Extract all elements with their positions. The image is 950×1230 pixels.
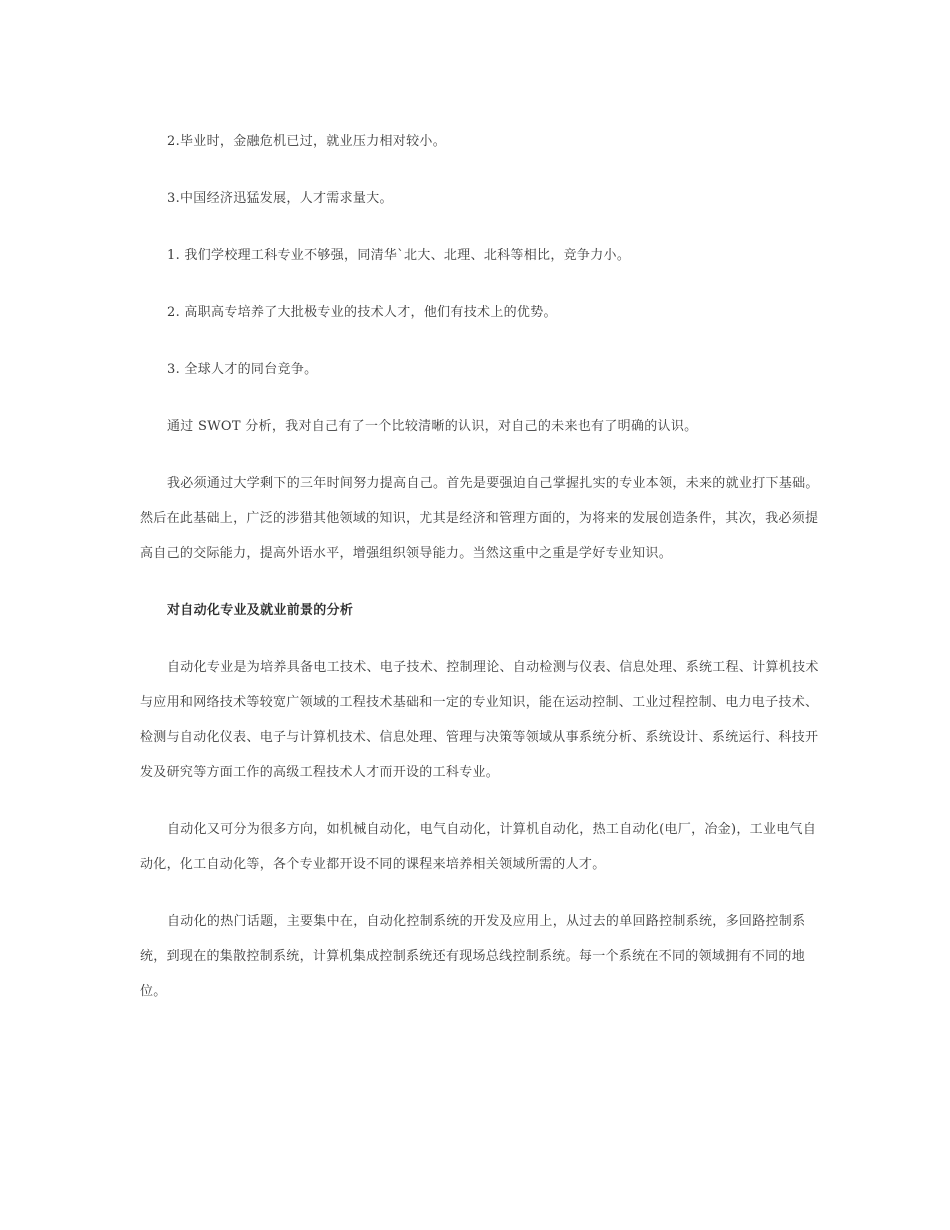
paragraph: 1. 我们学校理工科专业不够强，同清华`北大、北理、北科等相比，竞争力小。 [167, 248, 631, 263]
paragraph: 通过 SWOT 分析，我对自己有了一个比较清晰的认识，对自己的未来也有了明确的认识。 [167, 419, 698, 434]
paragraph: 2.毕业时，金融危机已过，就业压力相对较小。 [167, 134, 447, 149]
section-heading: 对自动化专业及就业前景的分析 [167, 603, 354, 618]
paragraph: 我必须通过大学剩下的三年时间努力提高自己。首先是要强迫自己掌握扎实的专业本领，未来的就业打下基础。然后在此基础上，广泛的涉猎其他领域的知识，尤其是经济和管理方面的，为将来的发展创造条件，其次，我必须提高自己的交际能力，提高外语水平，增强组织领导能力。当然这重中之重是学好专业知识。 [140, 476, 819, 561]
paragraph: 自动化又可分为很多方向，如机械自动化，电气自动化，计算机自动化，热工自动化(电厂，冶金)，工业电气自动化，化工自动化等，各个专业都开设不同的课程来培养相关领域所需的人才。 [140, 822, 817, 872]
paragraph: 自动化的热门话题，主要集中在，自动化控制系统的开发及应用上，从过去的单回路控制系统，多回路控制系统，到现在的集散控制系统，计算机集成控制系统还有现场总线控制系统。每一个系统在不同的领域拥有不同的地位。 [140, 914, 806, 999]
paragraph: 2. 高职高专培养了大批极专业的技术人才，他们有技术上的优势。 [167, 305, 557, 320]
document-body [140, 124, 825, 1031]
paragraph: 3. 全球人才的同台竞争。 [167, 362, 318, 377]
paragraph: 3.中国经济迅猛发展，人才需求量大。 [167, 191, 393, 206]
paragraph: 自动化专业是为培养具备电工技术、电子技术、控制理论、自动检测与仪表、信息处理、系统工程、计算机技术与应用和网络技术等较宽广领域的工程技术基础和一定的专业知识，能在运动控制、工业过程控制、电力电子技术、检测与自动化仪表、电子与计算机技术、信息处理、管理与决策等领域从事系统分析、系统设计、系统运行、科技开发及研究等方面工作的高级工程技术人才而开设的工科专业。 [140, 660, 819, 780]
